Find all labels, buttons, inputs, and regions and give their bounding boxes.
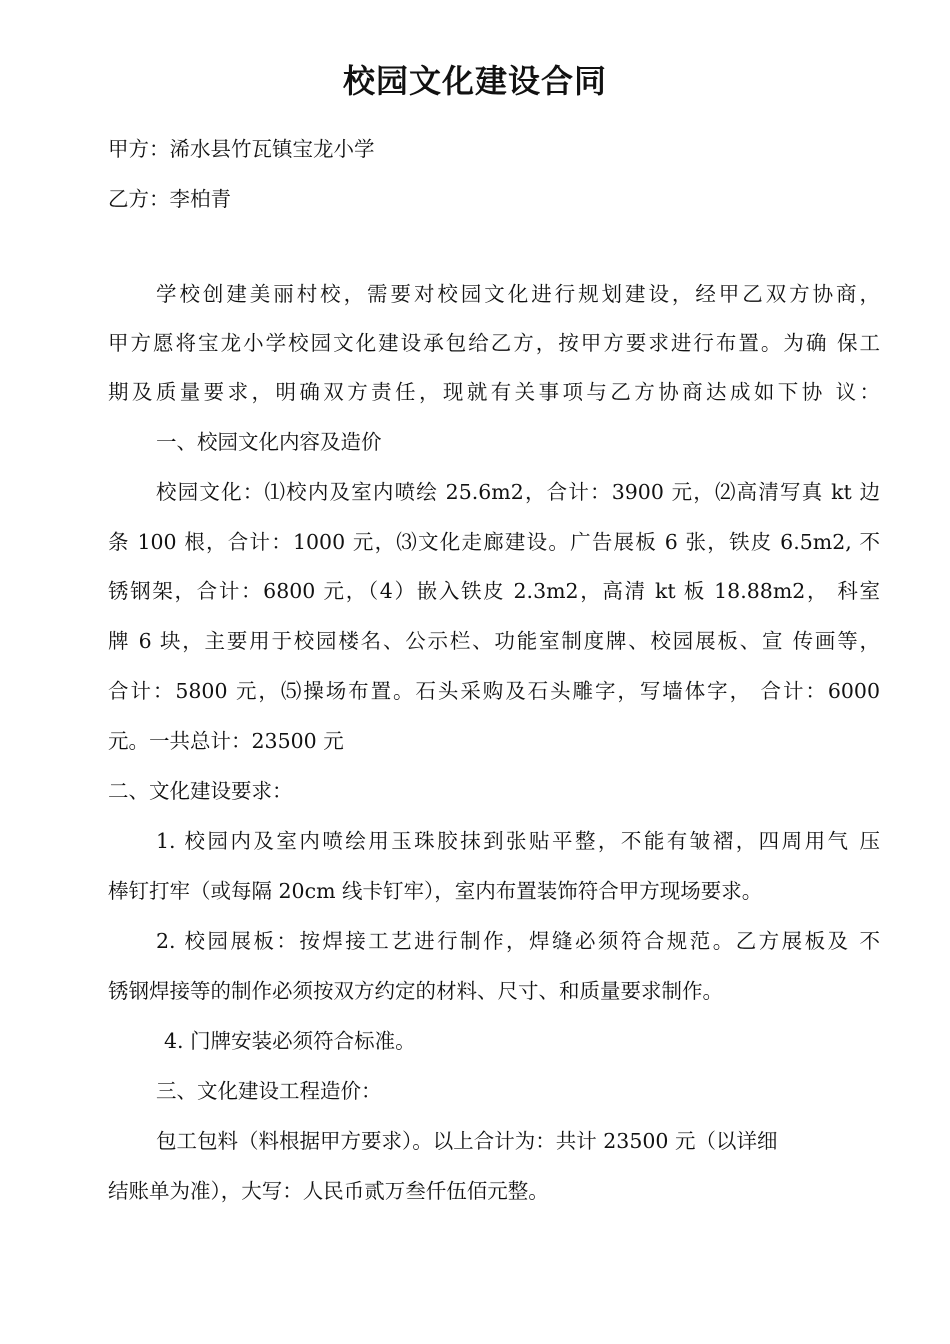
section1-line-2: 条 100 根，合计：1000 元，⑶文化走廊建设。广告展板 6 张，铁皮 6.5m2, 不 xyxy=(108,530,880,554)
section3-heading: 三、文化建设工程造价： xyxy=(156,1079,382,1103)
section2-item1-line-1: 1. 校园内及室内喷绘用玉珠胶抹到张贴平整，不能有皱褶，四周用气 压 xyxy=(156,829,880,853)
party-b: 乙方：李柏青 xyxy=(108,187,231,211)
section1-line-5: 合计：5800 元，⑸操场布置。石头采购及石头雕字，写墙体字， 合计：6000 xyxy=(108,679,880,703)
section1-line-6: 元。一共总计：23500 元 xyxy=(108,729,344,753)
section1-line-4: 牌 6 块，主要用于校园楼名、公示栏、功能室制度牌、校园展板、宣 传画等， xyxy=(108,629,880,653)
section3-line-2: 结账单为准），大写：人民币贰万叁仟伍佰元整。 xyxy=(108,1179,549,1203)
section1-line-3: 锈钢架，合计：6800 元，（4）嵌入铁皮 2.3m2，高清 kt 板 18.88m2， 科室 xyxy=(108,579,880,603)
section1-heading: 一、校园文化内容及造价 xyxy=(156,430,382,454)
intro-line-2: 甲方愿将宝龙小学校园文化建设承包给乙方，按甲方要求进行布置。为确 保工 xyxy=(108,331,880,355)
party-a: 甲方：浠水县竹瓦镇宝龙小学 xyxy=(108,137,375,161)
document-title: 校园文化建设合同 xyxy=(342,62,607,100)
section2-item1-line-2: 棒钉打牢（或每隔 20cm 线卡钉牢），室内布置装饰符合甲方现场要求。 xyxy=(108,879,763,903)
section1-line-1: 校园文化：⑴校内及室内喷绘 25.6m2，合计：3900 元，⑵高清写真 kt 边 xyxy=(156,480,880,504)
intro-line-3: 期及质量要求，明确双方责任，现就有关事项与乙方协商达成如下协 议： xyxy=(108,380,880,404)
section2-item2-line-2: 锈钢焊接等的制作必须按双方约定的材料、尺寸、和质量要求制作。 xyxy=(108,979,723,1003)
section2-heading: 二、文化建设要求： xyxy=(108,779,293,803)
section2-item2-line-1: 2. 校园展板：按焊接工艺进行制作，焊缝必须符合规范。乙方展板及 不 xyxy=(156,929,880,953)
section2-item4: 4. 门牌安装必须符合标准。 xyxy=(164,1029,416,1053)
section3-line-1: 包工包料（料根据甲方要求）。以上合计为：共计 23500 元（以详细 xyxy=(156,1129,778,1153)
intro-line-1: 学校创建美丽村校，需要对校园文化进行规划建设，经甲乙双方协商， xyxy=(156,282,880,306)
